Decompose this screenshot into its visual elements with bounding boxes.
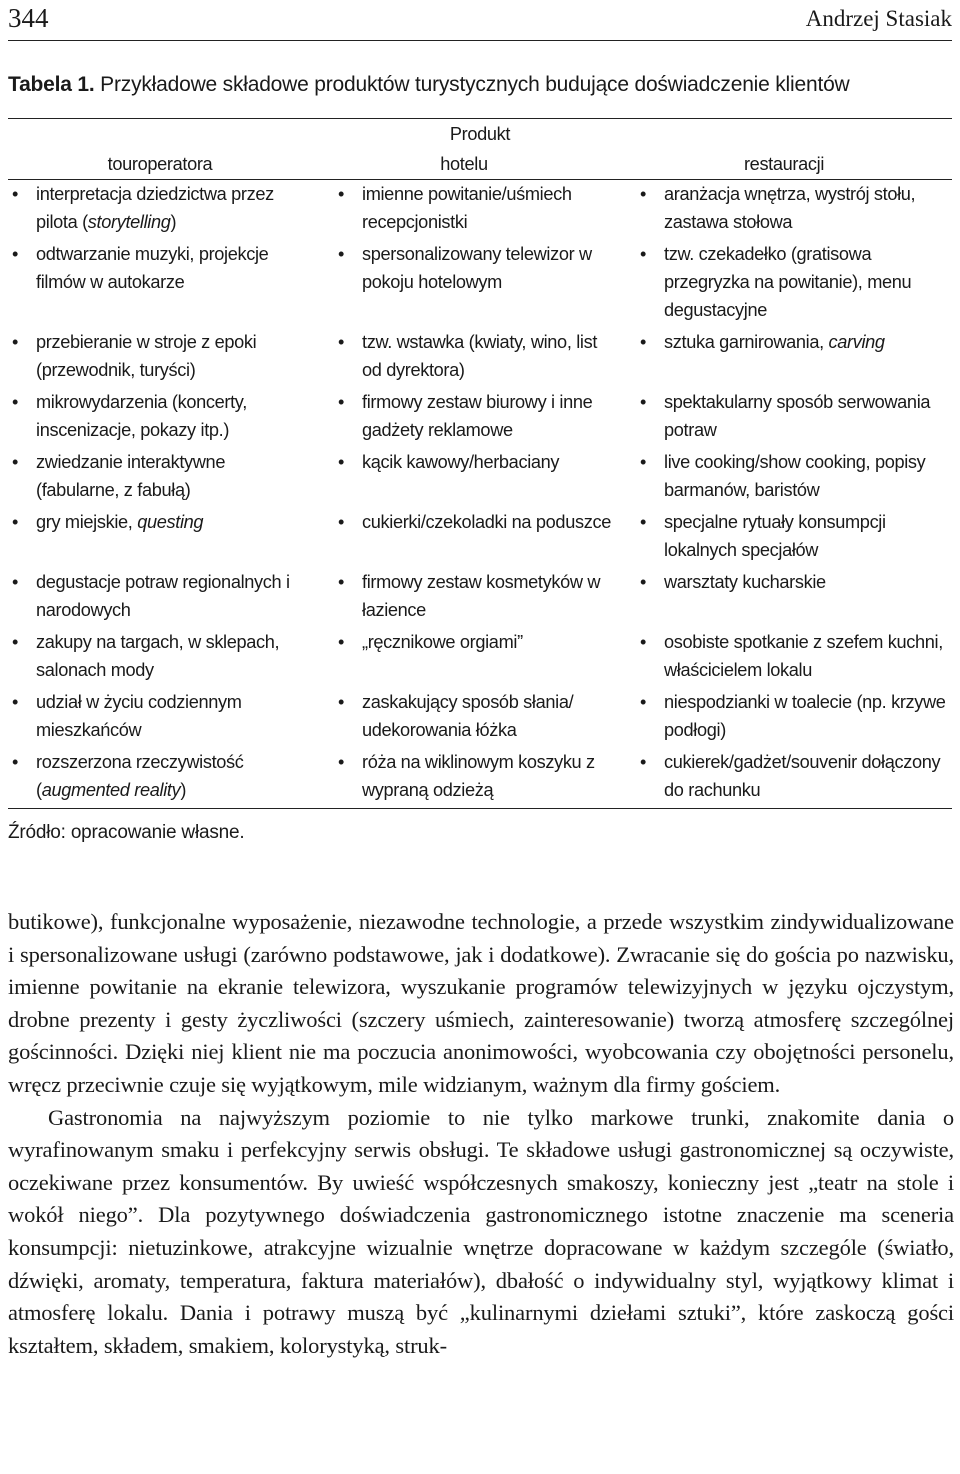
column-header-restaurant: restauracji bbox=[743, 154, 825, 174]
table-cell-restaurant bbox=[616, 688, 952, 748]
table-cell-restaurant bbox=[616, 240, 952, 328]
text-segment: odtwarzanie muzyki, projekcje filmów w autokarze bbox=[36, 244, 269, 292]
text-segment: ) bbox=[180, 780, 187, 800]
list-item bbox=[616, 688, 952, 744]
cell-text bbox=[36, 240, 312, 296]
text-segment: live cooking/show cooking, popisy barmanów, baristów bbox=[664, 452, 926, 500]
list-item bbox=[8, 180, 312, 236]
cell-text bbox=[362, 688, 616, 744]
table-cell-restaurant bbox=[616, 508, 952, 568]
cell-text bbox=[36, 508, 312, 536]
column-header-hotel: hotelu bbox=[440, 154, 488, 174]
text-segment: osobiste spotkanie z szefem kuchni, właścicielem lokalu bbox=[664, 632, 943, 680]
table-cell-touroperator bbox=[8, 240, 312, 328]
bullet-icon: • bbox=[640, 632, 647, 652]
cell-text bbox=[36, 328, 312, 384]
text-segment: mikrowydarzenia (koncerty, inscenizacje, pokazy itp.) bbox=[36, 392, 247, 440]
bullet-icon: • bbox=[338, 512, 345, 532]
list-item bbox=[616, 240, 952, 324]
text-segment: udział w życiu codziennym mieszkańców bbox=[36, 692, 242, 740]
bullet-icon: • bbox=[338, 332, 345, 352]
table-cell-hotel bbox=[312, 748, 616, 808]
list-item bbox=[616, 388, 952, 444]
table-cell-touroperator bbox=[8, 448, 312, 508]
cell-text bbox=[362, 568, 616, 624]
list-item bbox=[312, 568, 616, 624]
text-segment: kącik kawowy/herbaciany bbox=[362, 452, 560, 472]
italic-term: augmented reality bbox=[41, 780, 181, 800]
table-cell-restaurant bbox=[616, 328, 952, 388]
cell-text bbox=[362, 748, 616, 804]
list-item bbox=[312, 328, 616, 384]
list-item bbox=[8, 448, 312, 504]
list-item bbox=[616, 508, 952, 564]
text-segment: specjalne rytuały konsumpcji lokalnych specjałów bbox=[664, 512, 886, 560]
list-item bbox=[616, 568, 952, 596]
text-segment: degustacje potraw regionalnych i narodowych bbox=[36, 572, 290, 620]
cell-text bbox=[664, 748, 952, 804]
text-segment: firmowy zestaw kosmetyków w łazience bbox=[362, 572, 601, 620]
italic-term: questing bbox=[137, 512, 204, 532]
text-segment: przebieranie w stroje z epoki (przewodnik, turyści) bbox=[36, 332, 257, 380]
bullet-icon: • bbox=[338, 632, 345, 652]
text-segment: cukierki/czekoladki na poduszce bbox=[362, 512, 611, 532]
list-item bbox=[312, 688, 616, 744]
list-item bbox=[8, 328, 312, 384]
cell-text bbox=[362, 180, 616, 236]
table-cell-touroperator bbox=[8, 180, 312, 240]
bullet-icon: • bbox=[640, 692, 647, 712]
text-segment: sztuka garnirowania, bbox=[664, 332, 829, 352]
cell-text bbox=[664, 180, 952, 236]
table-title: Przykładowe składowe produktów turystycznych budujące doświadczenie klientów bbox=[94, 73, 850, 96]
list-item bbox=[8, 388, 312, 444]
list-item bbox=[312, 388, 616, 444]
text-segment: aranżacja wnętrza, wystrój stołu, zastawa stołowa bbox=[664, 184, 916, 232]
text-segment: zwiedzanie interaktywne (fabularne, z fabułą) bbox=[36, 452, 226, 500]
table-row bbox=[8, 688, 952, 748]
bullet-icon: • bbox=[12, 752, 19, 772]
bullet-icon: • bbox=[640, 452, 647, 472]
italic-term: storytelling bbox=[87, 212, 171, 232]
list-item bbox=[8, 508, 312, 536]
table-row bbox=[8, 448, 952, 508]
table-cell-hotel bbox=[312, 388, 616, 448]
bullet-icon: • bbox=[12, 244, 19, 264]
list-item bbox=[616, 180, 952, 236]
table-cell-touroperator bbox=[8, 568, 312, 628]
bullet-icon: • bbox=[338, 452, 345, 472]
cell-text bbox=[36, 748, 312, 804]
cell-text bbox=[362, 448, 616, 476]
table-cell-touroperator bbox=[8, 688, 312, 748]
table-label: Tabela 1. bbox=[8, 73, 95, 96]
table-row bbox=[8, 628, 952, 688]
table-row bbox=[8, 508, 952, 568]
text-segment: tzw. wstawka (kwiaty, wino, list od dyrektora) bbox=[362, 332, 598, 380]
italic-term: carving bbox=[828, 332, 885, 352]
table-row bbox=[8, 180, 952, 240]
table-cell-touroperator bbox=[8, 388, 312, 448]
cell-text bbox=[664, 568, 952, 596]
table-cell-restaurant bbox=[616, 628, 952, 688]
text-segment: warsztaty kucharskie bbox=[664, 572, 826, 592]
text-segment: zaskakujący sposób słania/ udekorowania łóżka bbox=[362, 692, 574, 740]
text-segment: „ręcznikowe orgiami” bbox=[362, 632, 523, 652]
bullet-icon: • bbox=[12, 392, 19, 412]
list-item bbox=[616, 748, 952, 804]
list-item bbox=[312, 628, 616, 656]
table-cell-hotel bbox=[312, 628, 616, 688]
text-segment: imienne powitanie/uśmiech recepcjonistki bbox=[362, 184, 572, 232]
bullet-icon: • bbox=[338, 244, 345, 264]
table-body bbox=[8, 180, 952, 808]
cell-text bbox=[36, 568, 312, 624]
table-caption bbox=[8, 70, 850, 100]
list-item bbox=[616, 448, 952, 504]
table-cell-restaurant bbox=[616, 180, 952, 240]
table-row bbox=[8, 568, 952, 628]
table-cell-hotel bbox=[312, 688, 616, 748]
text-segment: firmowy zestaw biurowy i inne gadżety reklamowe bbox=[362, 392, 593, 440]
cell-text bbox=[664, 328, 952, 356]
bullet-icon: • bbox=[12, 632, 19, 652]
table-source-note: Źródło: opracowanie własne. bbox=[8, 822, 245, 843]
cell-text bbox=[664, 240, 952, 324]
bullet-icon: • bbox=[12, 452, 19, 472]
cell-text bbox=[664, 388, 952, 444]
table-row bbox=[8, 388, 952, 448]
bullet-icon: • bbox=[12, 184, 19, 204]
cell-text bbox=[664, 508, 952, 564]
cell-text bbox=[36, 688, 312, 744]
table-cell-touroperator bbox=[8, 628, 312, 688]
cell-text bbox=[36, 180, 312, 236]
bullet-icon: • bbox=[640, 392, 647, 412]
text-segment: rozszerzona rzeczywistość ( bbox=[36, 752, 244, 800]
column-header-touroperator: touroperatora bbox=[107, 154, 213, 174]
list-item bbox=[312, 180, 616, 236]
table-row bbox=[8, 748, 952, 808]
page-number: 344 bbox=[8, 3, 49, 33]
bullet-icon: • bbox=[640, 184, 647, 204]
list-item bbox=[312, 508, 616, 536]
list-item bbox=[8, 748, 312, 804]
text-segment: interpretacja dziedzictwa przez pilota ( bbox=[36, 184, 274, 232]
bullet-icon: • bbox=[12, 572, 19, 592]
list-item bbox=[8, 240, 312, 296]
table-row bbox=[8, 240, 952, 328]
text-segment: niespodzianki w toalecie (np. krzywe podłogi) bbox=[664, 692, 946, 740]
running-header-author: Andrzej Stasiak bbox=[805, 6, 952, 31]
table-cell-restaurant bbox=[616, 748, 952, 808]
cell-text bbox=[362, 628, 616, 656]
running-header bbox=[8, 0, 952, 41]
text-segment: ) bbox=[170, 212, 177, 232]
bullet-icon: • bbox=[640, 512, 647, 532]
cell-text bbox=[36, 388, 312, 444]
cell-text bbox=[362, 508, 616, 536]
table-cell-hotel bbox=[312, 240, 616, 328]
table-cell-restaurant bbox=[616, 448, 952, 508]
list-item bbox=[8, 568, 312, 624]
table-cell-touroperator bbox=[8, 328, 312, 388]
text-segment: tzw. czekadełko (gratisowa przegryzka na powitanie), menu degustacyjne bbox=[664, 244, 912, 320]
table-cell-hotel bbox=[312, 448, 616, 508]
table-row bbox=[8, 328, 952, 388]
cell-text bbox=[664, 688, 952, 744]
cell-text bbox=[36, 628, 312, 684]
list-item bbox=[616, 628, 952, 684]
table-cell-touroperator bbox=[8, 508, 312, 568]
table-cell-restaurant bbox=[616, 568, 952, 628]
bullet-icon: • bbox=[640, 244, 647, 264]
table-cell-hotel bbox=[312, 180, 616, 240]
text-segment: spersonalizowany telewizor w pokoju hotelowym bbox=[362, 244, 592, 292]
table-cell-hotel bbox=[312, 508, 616, 568]
bullet-icon: • bbox=[12, 512, 19, 532]
cell-text bbox=[664, 628, 952, 684]
text-segment: róża na wiklinowym koszyku z wypraną odzieżą bbox=[362, 752, 595, 800]
list-item bbox=[8, 628, 312, 684]
bullet-icon: • bbox=[640, 572, 647, 592]
bullet-icon: • bbox=[338, 184, 345, 204]
list-item bbox=[8, 688, 312, 744]
body-text bbox=[8, 906, 954, 1362]
list-item bbox=[312, 448, 616, 476]
bullet-icon: • bbox=[12, 692, 19, 712]
cell-text bbox=[362, 240, 616, 296]
text-segment: cukierek/gadżet/souvenir dołączony do rachunku bbox=[664, 752, 941, 800]
list-item bbox=[616, 328, 952, 356]
table-cell-hotel bbox=[312, 568, 616, 628]
cell-text bbox=[664, 448, 952, 504]
table-cell-touroperator bbox=[8, 748, 312, 808]
bullet-icon: • bbox=[338, 752, 345, 772]
table-cell-hotel bbox=[312, 328, 616, 388]
text-segment: gry miejskie, bbox=[36, 512, 138, 532]
table-column-headers bbox=[8, 149, 952, 180]
list-item bbox=[312, 240, 616, 296]
cell-text bbox=[362, 328, 616, 384]
cell-text bbox=[36, 448, 312, 504]
bullet-icon: • bbox=[640, 332, 647, 352]
cell-text bbox=[362, 388, 616, 444]
bullet-icon: • bbox=[338, 572, 345, 592]
text-segment: zakupy na targach, w sklepach, salonach mody bbox=[36, 632, 280, 680]
bullet-icon: • bbox=[338, 692, 345, 712]
table-cell-restaurant bbox=[616, 388, 952, 448]
list-item bbox=[312, 748, 616, 804]
product-components-table bbox=[8, 118, 952, 809]
bullet-icon: • bbox=[338, 392, 345, 412]
table-group-header: Produkt bbox=[449, 124, 511, 144]
bullet-icon: • bbox=[640, 752, 647, 772]
bullet-icon: • bbox=[12, 332, 19, 352]
paragraph: butikowe), funkcjonalne wyposażenie, niezawodne technologie, a przede wszystkim zindywidualizowane i spersonalizowane usługi (zarówno podstawowe, jak i dodatkowe). Zwracanie się do gościa po nazwisku, imienne powitanie na ekranie telewizora, wyszukanie programów telewizyjnych w języku ojczystym, drobne prezenty i gesty życzliwości (szczery uśmiech, zainteresowanie) tworzą atmosferę szczególnej gościnności. Dzięki niej klient nie ma poczucia anonimowości, wyobcowania czy obojętności personelu, wręcz przeciwnie czuje się wyjątkowym, mile widzianym, ważnym dla firmy gościem. bbox=[8, 909, 954, 1097]
paragraph: Gastronomia na najwyższym poziomie to nie tylko markowe trunki, znakomite dania o wyrafinowanym smaku i perfekcyjny serwis obsługi. Te składowe usługi gastronomicznej są oczywiste, oczekiwane przez konsumentów. By uwieść współczesnych smakoszy, konieczny jest „teatr na stole i wokół niego”. Dla pozytywnego doświadczenia gastronomicznego istotne znaczenie ma sceneria konsumpcji: nietuzinkowe, atrakcyjne wizualnie wnętrze dopracowane w każdym szczególe (światło, dźwięki, aromaty, temperatura, faktura materiałów), dbałość o indywidualny styl, wyjątkowy klimat i atmosferę lokalu. Dania i potrawy muszą być „kulinarnymi dziełami sztuki”, które zaskoczą gości kształtem, składem, smakiem, kolorystyką, struk- bbox=[8, 1104, 954, 1358]
text-segment: spektakularny sposób serwowania potraw bbox=[664, 392, 931, 440]
